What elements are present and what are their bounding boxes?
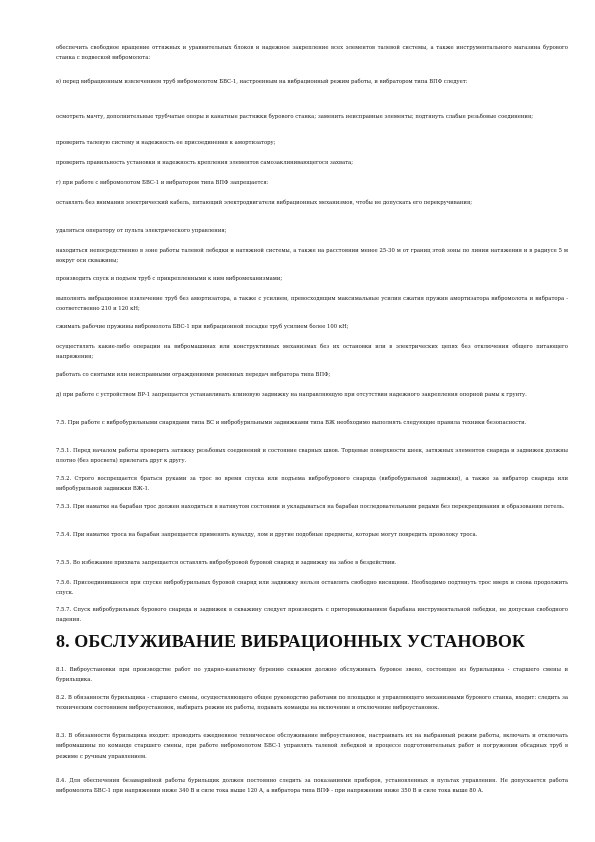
- paragraph: г) при работе с вибромолотом БВС-1 и вибратором типа ВПФ запрещается:: [56, 180, 269, 186]
- paragraph: 7.5.2. Строго воспрещается браться руками за трос во время спуска или подъема вибробурового снаряда (вибробурильной задвижки), а также за вибратор снаряда или вибробурильной задвижки ВЖ-1.: [56, 476, 568, 493]
- paragraph: удаляться оператору от пульта электрического управления;: [56, 228, 227, 234]
- paragraph: 7.5.3. При наматке на барабан трос должен находиться в натянутом состоянии и укладываться на барабан последовательными рядами без перекрещивания и образования петель.: [56, 504, 565, 510]
- paragraph: 7.5.4. При наматке троса на барабан запрещается применять кувалду, лом и другие подобные предметы, которые могут повредить проволоку троса.: [56, 532, 478, 538]
- paragraph: в) перед вибрационным извлечением труб вибромолотом БВС-1, настроенным на вибрационный режим работы, и вибратором типа ВПФ следует:: [56, 79, 468, 85]
- section-paragraph: 8.4. Для обеспечения безаварийной работы бурильщик должен постоянно следить за показаниями приборов, установленных в пультах управления. Не допускается работа вибромолота БВС-1 при напряжении ниже 340 В и силе тока выше 120 А, а вибратора типа ВПФ - при напряжении ниже 350 В и силе тока выше 80 А.: [56, 778, 568, 795]
- section-paragraph: 8.3. В обязанности бурильщика входит: проводить ежедневное техническое обслуживание виброустановок, настраивать их на выбранный режим работы, включать и отключать вибромашины по команде старшего смены, при работе вибромолотом БВС-1 управлять талевой лебедкой и процессе подготовительных работ и погружении обсадных труб в режиме с ручным управлением.: [56, 733, 568, 760]
- paragraph: 7.5.5. Во избежание прихвата запрещается оставлять вибробуровой буровой снаряд и задвижку на забое в бездействии.: [56, 560, 397, 566]
- paragraph: 7.5.1. Перед началом работы проверить затяжку резьбовых соединений и состояние сварных швов. Торцевые поверхности шеек, затяжных элементов снаряда и задвижек должны плотно (без просвета) прилегать друг к другу.: [56, 448, 568, 465]
- paragraph: выполнять вибрационное извлечение труб без амортизатора, а также с усилием, превосходящим максимальные усилия сжатия пружин амортизатора вибромолота и вибратора - соответственно 210 и 120 кН;: [56, 296, 568, 313]
- paragraph: находиться непосредственно в зоне работы талевой лебедки и натяжной системы, а также на расстоянии менее 25-30 м от границ этой зоны по линии натяжения и в радиусе 5 м вокруг оси скважины;: [56, 248, 568, 265]
- paragraph: проверить правильность установки и надежность крепления элементов самозаклинивающегося захвата;: [56, 160, 353, 166]
- paragraph: обеспечить свободное вращение оттяжных и уравнительных блоков и надежное закрепление всех элементов талевой системы, а также инструментального магазина бурового станка с подвеской вибромолота:: [56, 45, 568, 62]
- section-paragraph: 8.2. В обязанности бурильщика - старшего смены, осуществляющего общее руководство работами по площадке и управляющего механизмами бурового станка, входит: следить за техническим состоянием виброустановок, выбирать режим их работы, подавать команды на включение и отключение виброустановок.: [56, 695, 568, 712]
- paragraph: 7.5.7. Спуск вибробурильных бурового снаряда и задвижек в скважину следует производить с притормаживанием барабана инструментальной лебедки, не допуская свободного падения.: [56, 607, 568, 624]
- paragraph: работать со снятыми или неисправными ограждениями ременных передач вибратора типа ВПФ;: [56, 372, 331, 378]
- paragraph: осуществлять какие-либо операции на вибромашинах или конструктивных механизмах без их остановки или в электрических цепях без отключения общего питающего напряжения;: [56, 344, 568, 361]
- paragraph: 7.5.6. Присоединившееся при спуске вибробурильных буровой снаряд или задвижку нельзя оставлять свободно висящими. Необходимо подтянуть трос вверх и снова продолжить спуск.: [56, 580, 568, 597]
- paragraph: оставлять без внимания электрический кабель, питающий электродвигатели вибрационных механизмов, чтобы не допускать его перекручивания;: [56, 200, 473, 206]
- paragraph: сжимать рабочие пружины вибромолота БВС-1 при вибрационной посадке труб усилием более 100 кН;: [56, 324, 349, 330]
- paragraph: д) при работе с устройством ВР-1 запрещается устанавливать клиновую задвижку на направляющую при отсутствии надежного закрепления опорной рамы к грунту.: [56, 392, 527, 398]
- section-heading: 8. ОБСЛУЖИВАНИЕ ВИБРАЦИОННЫХ УСТАНОВОК: [56, 631, 526, 651]
- paragraph: производить спуск и подъем труб с прикрепленными к ним вибромеханизмами;: [56, 276, 283, 282]
- section-paragraph: 8.1. Виброустановки при производстве работ по ударно-канатному бурению скважин должно обслуживать буровое звено, состоящее из бурильщика - старшего смены и бурильщика.: [56, 667, 568, 684]
- paragraph: 7.5. При работе с вибробурильными снарядами типа ВС и вибробурильными задвижками типа ВЖ необходимо выполнять следующие правила техники безопасности.: [56, 420, 527, 426]
- paragraph: проверить талевую систему и надежность ее присоединения к амортизатору;: [56, 140, 276, 146]
- paragraph: осмотреть мачту, дополнительные трубчатые опоры и канатные растяжки бурового станка; заменить неисправные элементы; подтянуть слабые резьбовые соединения;: [56, 114, 534, 120]
